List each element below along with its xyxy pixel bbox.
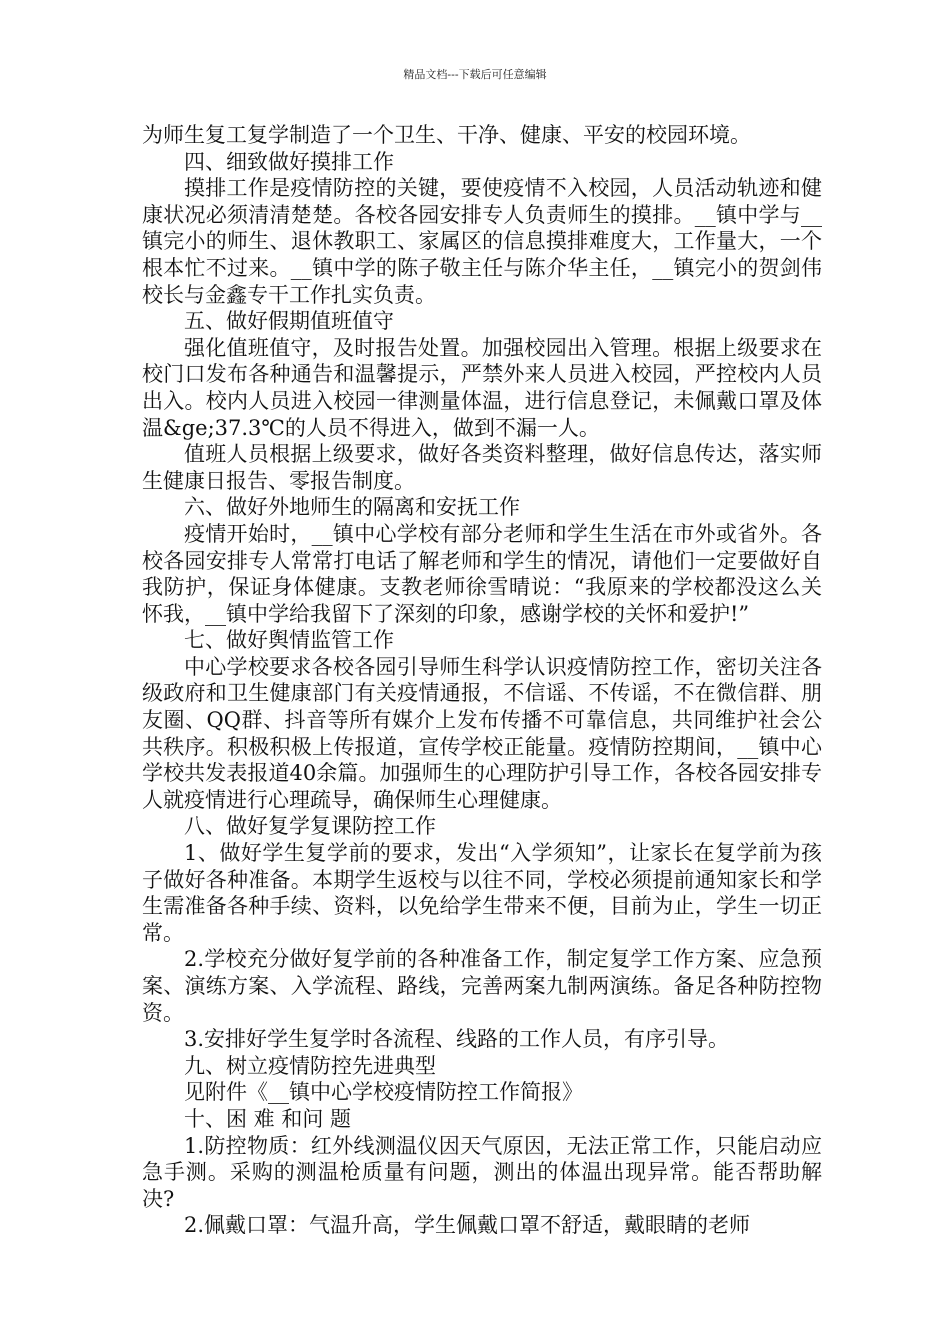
section-heading-8: 八、做好复学复课防控工作 — [184, 814, 436, 839]
paragraph: 3.安排好学生复学时各流程、线路的工作人员，有序引导。 — [184, 1027, 730, 1052]
paragraph: 1.防控物质：红外线测温仪因天气原因，无法正常工作，只能启动应急手测。采购的测温枪质量有问题，测出的体温出现异常。能否帮助解决? — [142, 1133, 822, 1211]
paragraph: 强化值班值守，及时报告处置。加强校园出入管理。根据上级要求在校门口发布各种通告和温馨提示，严禁外来人员进入校园，严控校内人员出入。校内人员进入校园一律测量体温，进行信息登记，未佩戴口罩及体温&ge;37.3℃的人员不得进入，做到不漏一人。 — [142, 335, 822, 440]
paragraph: 1、做好学生复学前的要求，发出“入学须知”，让家长在复学前为孩子做好各种准备。本期学生返校与以往不同，学校必须提前通知家长和学生需准备各种手续、资料，以免给学生带来不便，目前为止，学生一切正常。 — [142, 841, 822, 945]
paragraph: 中心学校要求各校各园引导师生科学认识疫情防控工作，密切关注各级政府和卫生健康部门有关疫情通报，不信谣、不传谣，不在微信群、朋友圈、QQ群、抖音等所有媒介上发布传播不可靠信息，共同维护社会公共秩序。积极积极上传报道，宣传学校正能量。疫情防控期间，__镇中心学校共发表报道40余篇。加强师生的心理防护引导工作，各校各园安排专人就疫情进行心理疏导，确保师生心理健康。 — [142, 654, 822, 812]
section-heading-7: 七、做好舆情监管工作 — [184, 628, 394, 653]
paragraph: 疫情开始时，__镇中心学校有部分老师和学生生活在市外或省外。各校各园安排专人常常打电话了解老师和学生的情况，请他们一定要做好自我防护，保证身体健康。支教老师徐雪晴说：“我原来的学校都没这么关怀我，__镇中学给我留下了深刻的印象，感谢学校的关怀和爱护!” — [142, 521, 822, 626]
section-heading-10: 十、困 难 和问 题 — [184, 1106, 352, 1131]
paragraph: 2.学校充分做好复学前的各种准备工作，制定复学工作方案、应急预案、演练方案、入学流程、路线，完善两案九制两演练。备足各种防控物资。 — [142, 947, 822, 1025]
paragraph: 见附件《__镇中心学校疫情防控工作简报》 — [184, 1080, 583, 1105]
page-header: 精品文档---下载后可任意编辑 — [403, 68, 547, 81]
document-body — [142, 122, 822, 1239]
section-heading-9: 九、树立疫情防控先进典型 — [184, 1053, 436, 1078]
paragraph: 值班人员根据上级要求，做好各类资料整理，做好信息传达，落实师生健康日报告、零报告制度。 — [142, 442, 822, 493]
section-heading-5: 五、做好假期值班值守 — [184, 309, 394, 334]
paragraph: 摸排工作是疫情防控的关键，要使疫情不入校园，人员活动轨迹和健康状况必须清清楚楚。各校各园安排专人负责师生的摸排。__镇中学与__镇完小的师生、退休教职工、家属区的信息摸排难度大，工作量大，一个根本忙不过来。__镇中学的陈子敬主任与陈介华主任，__镇完小的贺剑伟校长与金鑫专干工作扎实负责。 — [142, 176, 822, 307]
paragraph: 2.佩戴口罩：气温升高，学生佩戴口罩不舒适，戴眼睛的老师 — [184, 1213, 751, 1238]
paragraph-continuation: 为师生复工复学制造了一个卫生、干净、健康、平安的校园环境。 — [142, 123, 751, 147]
section-heading-4: 四、细致做好摸排工作 — [184, 149, 394, 174]
section-heading-6: 六、做好外地师生的隔离和安抚工作 — [184, 495, 520, 520]
